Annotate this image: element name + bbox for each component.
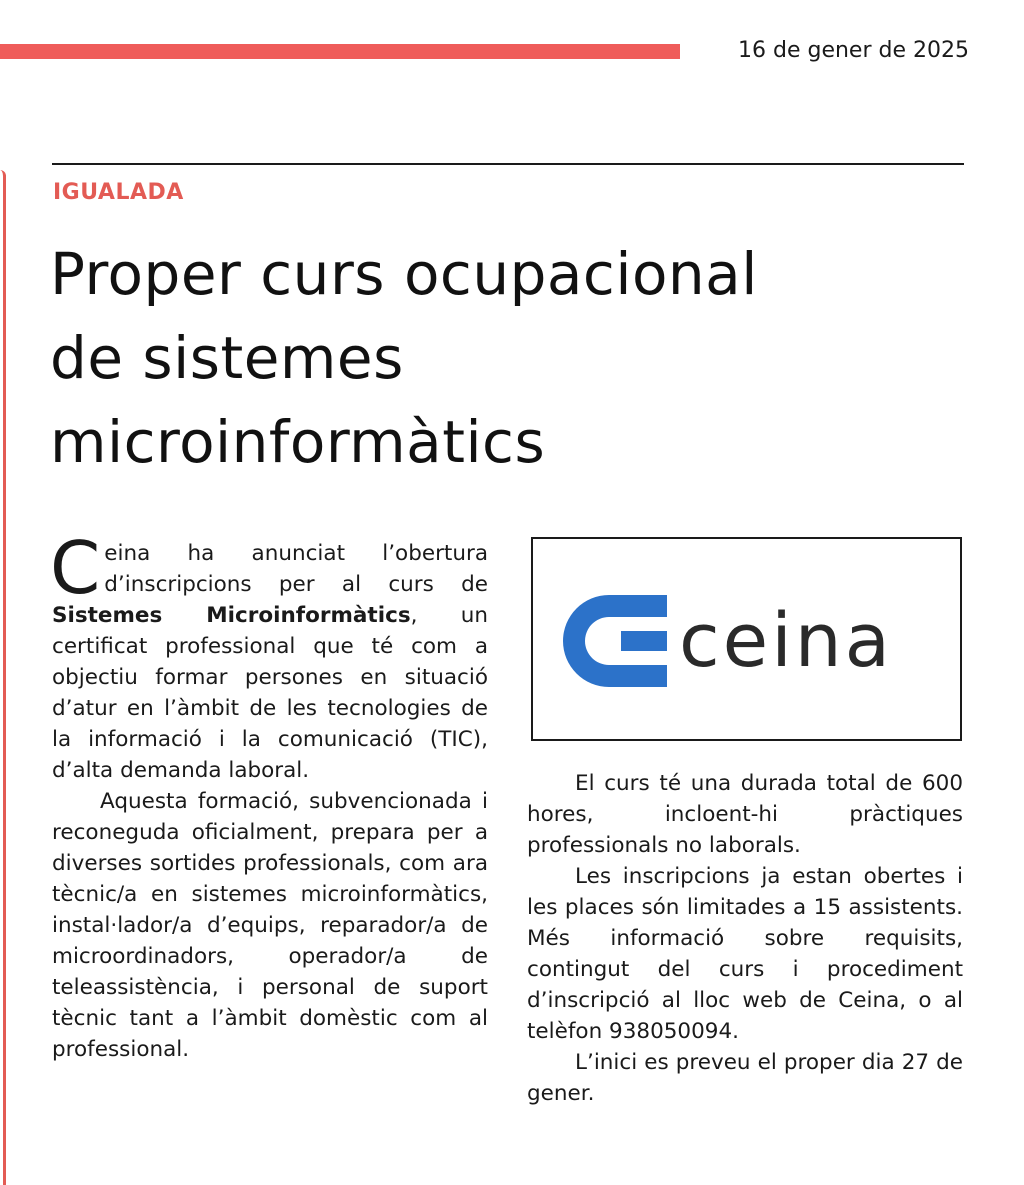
publication-date: 16 de gener de 2025 xyxy=(738,38,969,63)
article-paragraph xyxy=(50,526,488,786)
article-headline xyxy=(50,232,960,484)
paragraph-text: eina ha anunciat l’obertura d’inscripcions per al curs de xyxy=(104,541,488,597)
article-paragraph: Aquesta formació, subvencionada i reconeguda oficialment, prepara per a diverses sortides professionals, com ara tècnic/a en sistemes microinformàtics, instal·lador/a d’equips, reparador/a de microordinadors, operador/a de teleassistència, i personal de suport tècnic tant a l’àmbit domèstic com al professional. xyxy=(52,789,488,1062)
article-column-left xyxy=(50,526,488,1065)
article-paragraph: L’inici es preveu el proper dia 27 de gener. xyxy=(527,1050,963,1106)
section-divider xyxy=(52,163,964,165)
article-paragraph: Les inscripcions ja estan obertes i les places són limitades a 15 assistents. Més informació sobre requisits, contingut del curs i procediment d’inscripció al lloc web de Ceina, o al telèfon 938050094. xyxy=(527,864,963,1044)
drop-cap: C xyxy=(50,526,101,610)
header-accent-bar xyxy=(0,44,680,59)
ceina-logo-text: ceina xyxy=(679,598,894,684)
article-paragraph: El curs té una durada total de 600 hores, incloent-hi pràctiques professionals no laborals. xyxy=(527,771,963,858)
ceina-logo-mark-icon xyxy=(563,595,667,687)
headline-line: Proper curs ocupacional xyxy=(50,240,758,308)
headline-line: microinformàtics xyxy=(50,408,546,476)
paragraph-text: , un certificat professional que té com a objectiu formar persones en situació d’atur en l’àmbit de les tecnologies de la informació i la comunicació (TIC), d’alta demanda laboral. xyxy=(52,603,488,783)
headline-line: de sistemes xyxy=(50,324,404,392)
section-label: IGUALADA xyxy=(53,180,184,205)
left-margin-rule xyxy=(0,170,6,1185)
article-column-right xyxy=(527,768,963,1109)
ceina-logo-box xyxy=(531,537,962,741)
course-name: Sistemes Microinformàtics xyxy=(52,603,411,628)
